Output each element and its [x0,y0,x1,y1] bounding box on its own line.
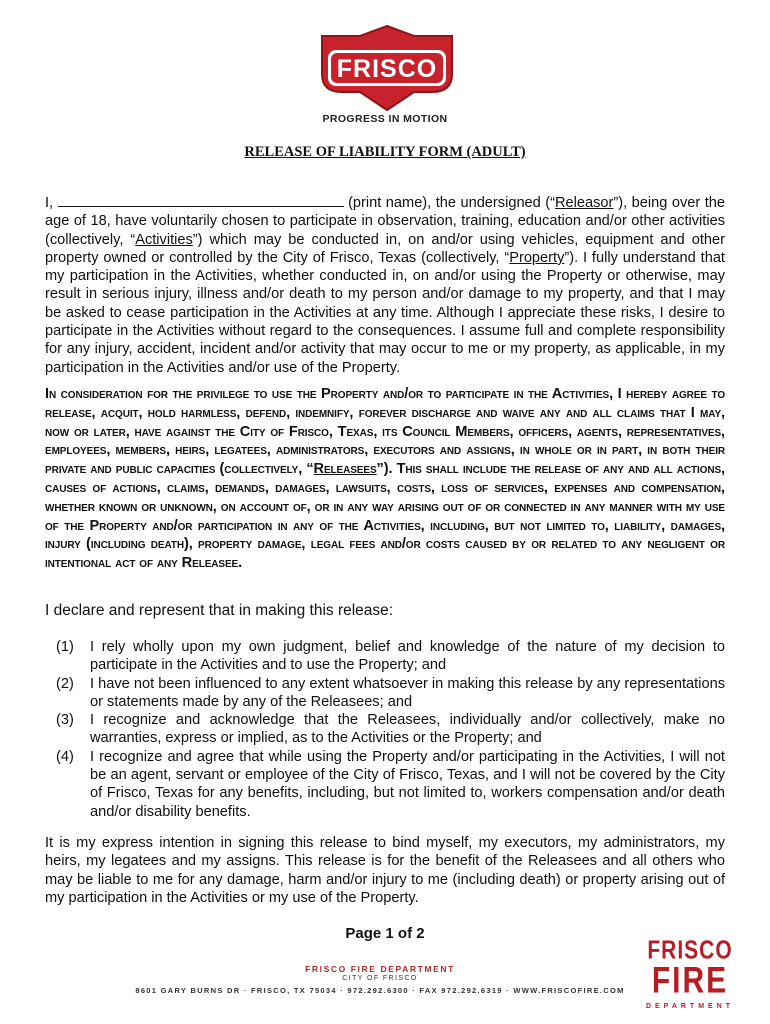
release-text-1: In consideration for the privilege to use the Property and/or to participate in the Activities, I hereby agree to release, acquit, hold harmless, defend, indemnify, forever discharge and waive any and all claims that I may, now or later, have against the City of Frisco, Texas, its Council Members, officers, agents, representatives, employees, members, heirs, legatees, administrators, executors and assigns, in whole or in part, in both their private and public capacities (collectively, “ [45,386,725,478]
list-text: I recognize and acknowledge that the Releasees, individually and/or collectively, make no warranties, express or implied, as to the Activities or the Property; and [90,712,725,747]
footer-department: FRISCO FIRE DEPARTMENT [305,964,455,974]
tagline: PROGRESS IN MOTION [322,113,448,125]
term-activities: Activities [135,231,193,248]
list-item [45,748,725,821]
list-text: I have not been influenced to any extent whatsoever in making this release by any representations or statements made by any of the Releasees; and [90,675,725,710]
intro-text-1: (print name), the undersigned (“ [343,195,555,211]
page-number: Page 1 of 2 [345,925,425,942]
representations-list [45,638,725,821]
page-title: RELEASE OF LIABILITY FORM (ADULT) [244,144,526,160]
list-text: I recognize and agree that while using the Property and/or participating in the Activities, I will not be an agent, servant or employee of the City of Frisco, Texas, and I will not be covered by the City of Frisco, Texas for any benefits, including, but not limited to, workers compensation and/or death and/or disability benefits. [90,748,725,820]
term-releasor: Releasor [555,195,614,211]
term-property: Property [509,249,565,266]
logo-text: FRISCO [336,55,438,83]
intention-paragraph: It is my express intention in signing this release to bind myself, my executors, my administrators, my heirs, my legatees and my assigns. This release is for the benefit of the Releasees and all others who may be liable to me for any damage, harm and/or injury to me (including death) or property arising out of my participation in the Activities or my use of the Property. [45,835,725,906]
intro-text-3: ”) which may be conducted in, on and/or using vehicles, equipment and other property owned or controlled by the City of Frisco, Texas (collectively, “ [45,231,725,266]
fire-logo-line3: DEPARTMENT [645,1003,735,1010]
list-text: I rely wholly upon my own judgment, belief and knowledge of the nature of my decision to participate in the Activities and to use the Property; and [90,639,725,674]
intro-text-4: ”). I fully understand that my participation in the Activities, whether conducted in, on and/or using the Property or otherwise, may result in serious injury, illness and/or death to my person and/or damage to my property, and that I may be asked to cease participation in the Activities at any time. Although I appreciate these risks, I desire to participate in the Activities without regard to the consequences. I assume full and complete responsibility for any injury, accident, incident and/or activity that may occur to me or my property, as applicable, in my participation in the Activities and/or use of the Property. [45,249,725,376]
fire-logo-line1: FRISCO [647,936,733,965]
list-number: (3) [56,712,74,729]
list-number: (2) [56,675,74,692]
fire-logo-line2: FIRE [651,959,729,1001]
footer-address: 8601 GARY BURNS DR · FRISCO, TX 75034 · 972.292.6300 · FAX 972.292.6319 · WWW.FRISCOFIRE.COM [135,986,625,995]
footer-city: CITY OF FRISCO [342,975,418,982]
fire-department-logo [640,938,740,1010]
list-item [45,711,725,748]
intro-paragraph [45,194,725,377]
print-name-field[interactable] [58,194,344,207]
list-item [45,638,725,675]
intro-text-2: ”), being over the age of 18, have voluntarily chosen to participate in observation, training, education and/or other activities (collectively, “ [45,195,725,248]
list-item [45,675,725,712]
list-number: (1) [56,639,74,655]
release-clause [45,385,725,573]
term-releasees: Releasees [313,461,377,478]
release-text-2: ”). This shall include the release of any and all actions, causes of actions, claims, demands, damages, lawsuits, costs, loss of services, expenses and compensation, whether known or unknown, on account of, or in any way arising out of or connected in any manner with my use of the Property and/or participation in any of the Activities, including, but not limited to, liability, damages, injury (including death), property damage, legal fees and/or costs caused by or related to any negligent or intentional act of any Releasee. [45,461,725,572]
intro-pre: I, [45,195,54,211]
declaration: I declare and represent that in making this release: [45,602,394,619]
list-number: (4) [56,748,74,765]
frisco-logo-badge [302,22,472,114]
